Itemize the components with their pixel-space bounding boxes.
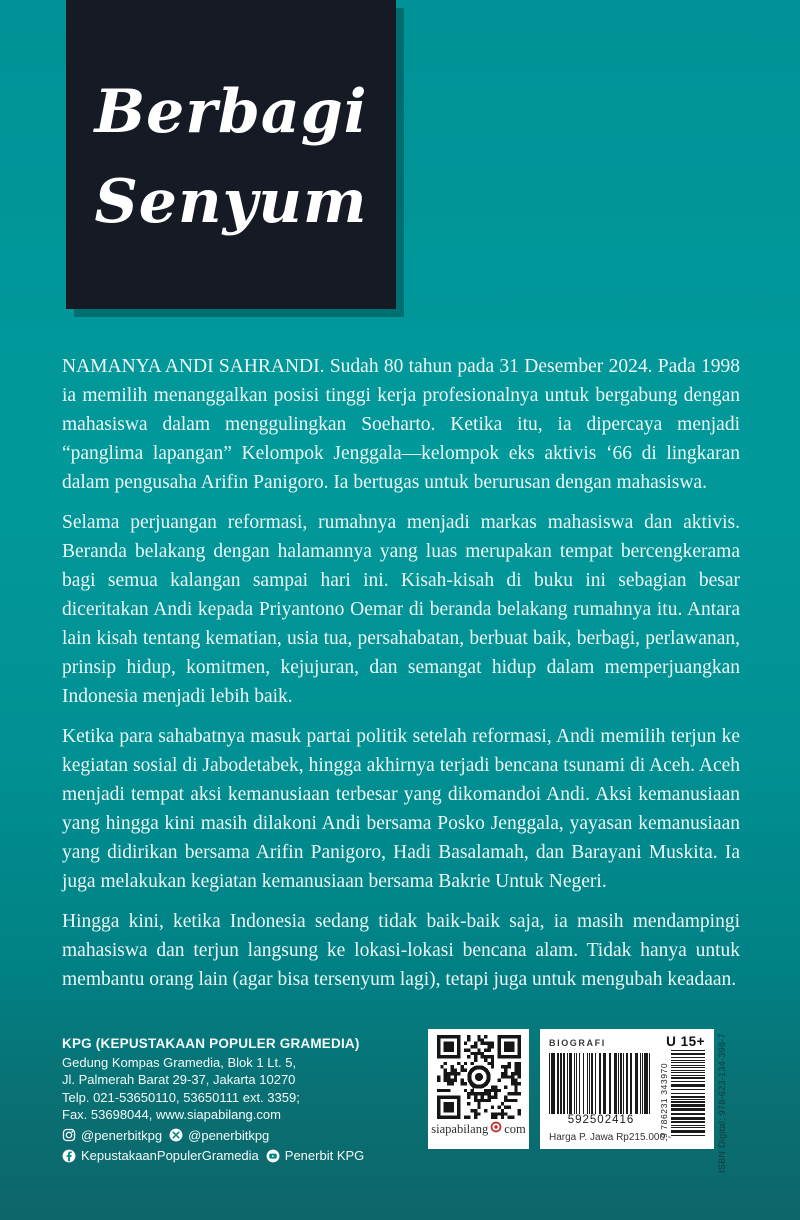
synopsis-paragraph-4: Hingga kini, ketika Indonesia sedang tidak baik-baik saja, ia masih mendampingi mahasiswa dan terjun langsung ke lokasi-lokasi bencana alam. Tidak hanya untuk membantu orang lain (agar bisa tersenyum lagi), tetapi juga untuk mengubah keadaan. bbox=[62, 911, 740, 990]
barcode bbox=[549, 1053, 653, 1115]
book-title-line-2: Senyum bbox=[94, 166, 368, 237]
x-icon bbox=[169, 1128, 183, 1142]
youtube-icon bbox=[266, 1149, 280, 1163]
barcode-number: 592502416 bbox=[549, 1114, 653, 1126]
isbn-digital-vertical: ISBN Digital: 978-623-134-398-7 bbox=[717, 1033, 727, 1173]
social-row-2 bbox=[62, 1147, 422, 1165]
publisher-block bbox=[62, 1035, 422, 1165]
social-handle: @penerbitkpg bbox=[188, 1127, 270, 1143]
isbn-number: 9 786231 343970 bbox=[659, 1062, 669, 1138]
facebook-handle bbox=[62, 1147, 259, 1165]
qr-caption bbox=[431, 1121, 525, 1137]
synopsis-paragraph-3: Ketika para sahabatnya masuk partai politik setelah reformasi, Andi memilih terjun ke kegiatan sosial di Jabodetabek, hingga akhirnya terjadi bencana tsunami di Aceh. Aceh menjadi tempat aksi kemanusiaan terbesar yang dikomandoi Andi. Aksi kemanusiaan yang hingga kini masih dilakoni Andi bersama Posko Jenggala, yayasan kemanusiaan yang didirikan bersama Arifin Panigoro, Hadi Basalamah, dan Barayani Muskita. Ia juga melakukan kegiatan kemanusiaan bersama Bakrie Untuk Negeri. bbox=[62, 726, 740, 892]
synopsis bbox=[62, 352, 740, 1005]
publisher-fax-line: Fax. 53698044, www.siapabilang.com bbox=[62, 1107, 281, 1122]
instagram-icon bbox=[62, 1128, 76, 1142]
publisher-address-line: Jl. Palmerah Barat 29-37, Jakarta 10270 bbox=[62, 1072, 296, 1087]
qr-caption-right: com bbox=[504, 1121, 526, 1136]
qr-caption-left: siapabilang bbox=[431, 1121, 489, 1136]
book-title-line-1: Berbagi bbox=[94, 76, 368, 147]
category-label: BIOGRAFI bbox=[549, 1038, 606, 1048]
publisher-address-line: Gedung Kompas Gramedia, Blok 1 Lt. 5, bbox=[62, 1054, 297, 1070]
social-row-1 bbox=[62, 1127, 422, 1145]
x-handle bbox=[169, 1127, 269, 1145]
qr-card bbox=[428, 1029, 529, 1149]
social-handle: KepustakaanPopulerGramedia bbox=[81, 1148, 259, 1163]
publisher-phone-line: Telp. 021-53650110, 53650111 ext. 3359; bbox=[62, 1089, 300, 1105]
price-label: Harga P. Jawa Rp215.000,- bbox=[549, 1132, 672, 1143]
isbn-barcode-block bbox=[660, 1050, 708, 1138]
facebook-icon bbox=[62, 1149, 76, 1163]
social-handle: Penerbit KPG bbox=[284, 1148, 365, 1163]
title-box bbox=[66, 0, 396, 309]
youtube-handle bbox=[266, 1147, 365, 1165]
social-handle: @penerbitkpg bbox=[81, 1127, 163, 1143]
synopsis-paragraph-2: Selama perjuangan reformasi, rumahnya menjadi markas mahasiswa dan aktivis. Beranda belakang dengan halamannya yang luas merupakan tempat bercengkerama bagi semua kalangan sampai hari ini. Kisah-kisah di buku ini sebagian besar diceritakan Andi kepada Priyantono Oemar di beranda belakang rumahnya itu. Antara lain kisah tentang kematian, usia tua, persahabatan, berbuat baik, berbagi, perlawanan, prinsip hidup, komitmen, kejujuran, dan semangat hidup dalam memperjuangkan Indonesia menjadi lebih baik. bbox=[62, 512, 740, 707]
qr-logo-icon bbox=[490, 1121, 502, 1137]
qr-code bbox=[437, 1035, 521, 1119]
barcode-card bbox=[540, 1029, 714, 1149]
isbn-barcode bbox=[671, 1050, 705, 1138]
age-rating: U 15+ bbox=[666, 1034, 705, 1049]
instagram-handle bbox=[62, 1127, 162, 1145]
publisher-name: KPG (KEPUSTAKAAN POPULER GRAMEDIA) bbox=[62, 1036, 360, 1051]
synopsis-paragraph-1: NAMANYA ANDI SAHRANDI. Sudah 80 tahun pada 31 Desember 2024. Pada 1998 ia memilih menanggalkan posisi tinggi kerja profesionalnya untuk bergabung dengan mahasiswa dalam menggulingkan Soeharto. Ketika itu, ia dipercaya menjadi “panglima lapangan” Kelompok Jenggala—kelompok eks aktivis ‘66 di lingkaran dalam pengusaha Arifin Panigoro. Ia bertugas untuk berurusan dengan mahasiswa. bbox=[62, 356, 740, 493]
